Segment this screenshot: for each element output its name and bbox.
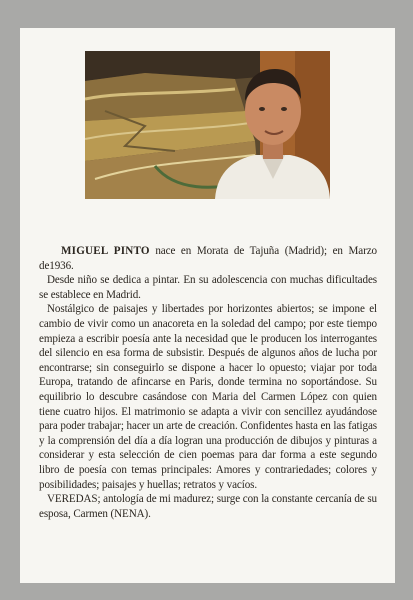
- bio-paragraph-1: MIGUEL PINTO nace en Morata de Tajuña (Madrid); en Marzo de1936.: [39, 245, 377, 272]
- author-photo-image: [85, 51, 330, 199]
- book-back-cover: [20, 28, 395, 583]
- author-name: MIGUEL PINTO: [61, 245, 150, 257]
- author-biography: [39, 244, 377, 521]
- bio-paragraph-4: VEREDAS; antología de mi madurez; surge con la constante cercanía de su esposa, Carmen (NENA).: [39, 493, 377, 520]
- bio-paragraph-2: Desde niño se dedica a pintar. En su adolescencia con muchas dificultades se establece en Madrid.: [39, 274, 377, 301]
- bio-paragraph-3: Nostálgico de paisajes y libertades por horizontes abiertos; se impone el cambio de vivir como un anacoreta en la soledad del campo; por este tiempo empieza a escribir poesía ante la necesidad que le producen los interrogantes del silencio en esa forma de subsistir. Después de algunos años de lucha por encontrarse; sin conseguirlo se dispone a hacer lo opuesto; viajar por toda Europa, tratando de afincarse en Paris, donde termina no soportándose. Su equilibrio lo descubre casándose con Maria del Carmen López con quien tiene cuatro hijos. El matrimonio se adapta a vivir con sencillez ayudándose para poder trabajar; hacer un arte de creación. Confidentes hasta en las fatigas y la comprensión del día a día logran una producción de dibujos y pinturas a considerar y esta selección de cien poemas para dar forma a este segundo libro de poesía con temas principales: Amores y contrariedades; colores y posibilidades; paisajes y huellas; retratos y vacíos.: [39, 303, 377, 491]
- author-photo: [85, 51, 330, 199]
